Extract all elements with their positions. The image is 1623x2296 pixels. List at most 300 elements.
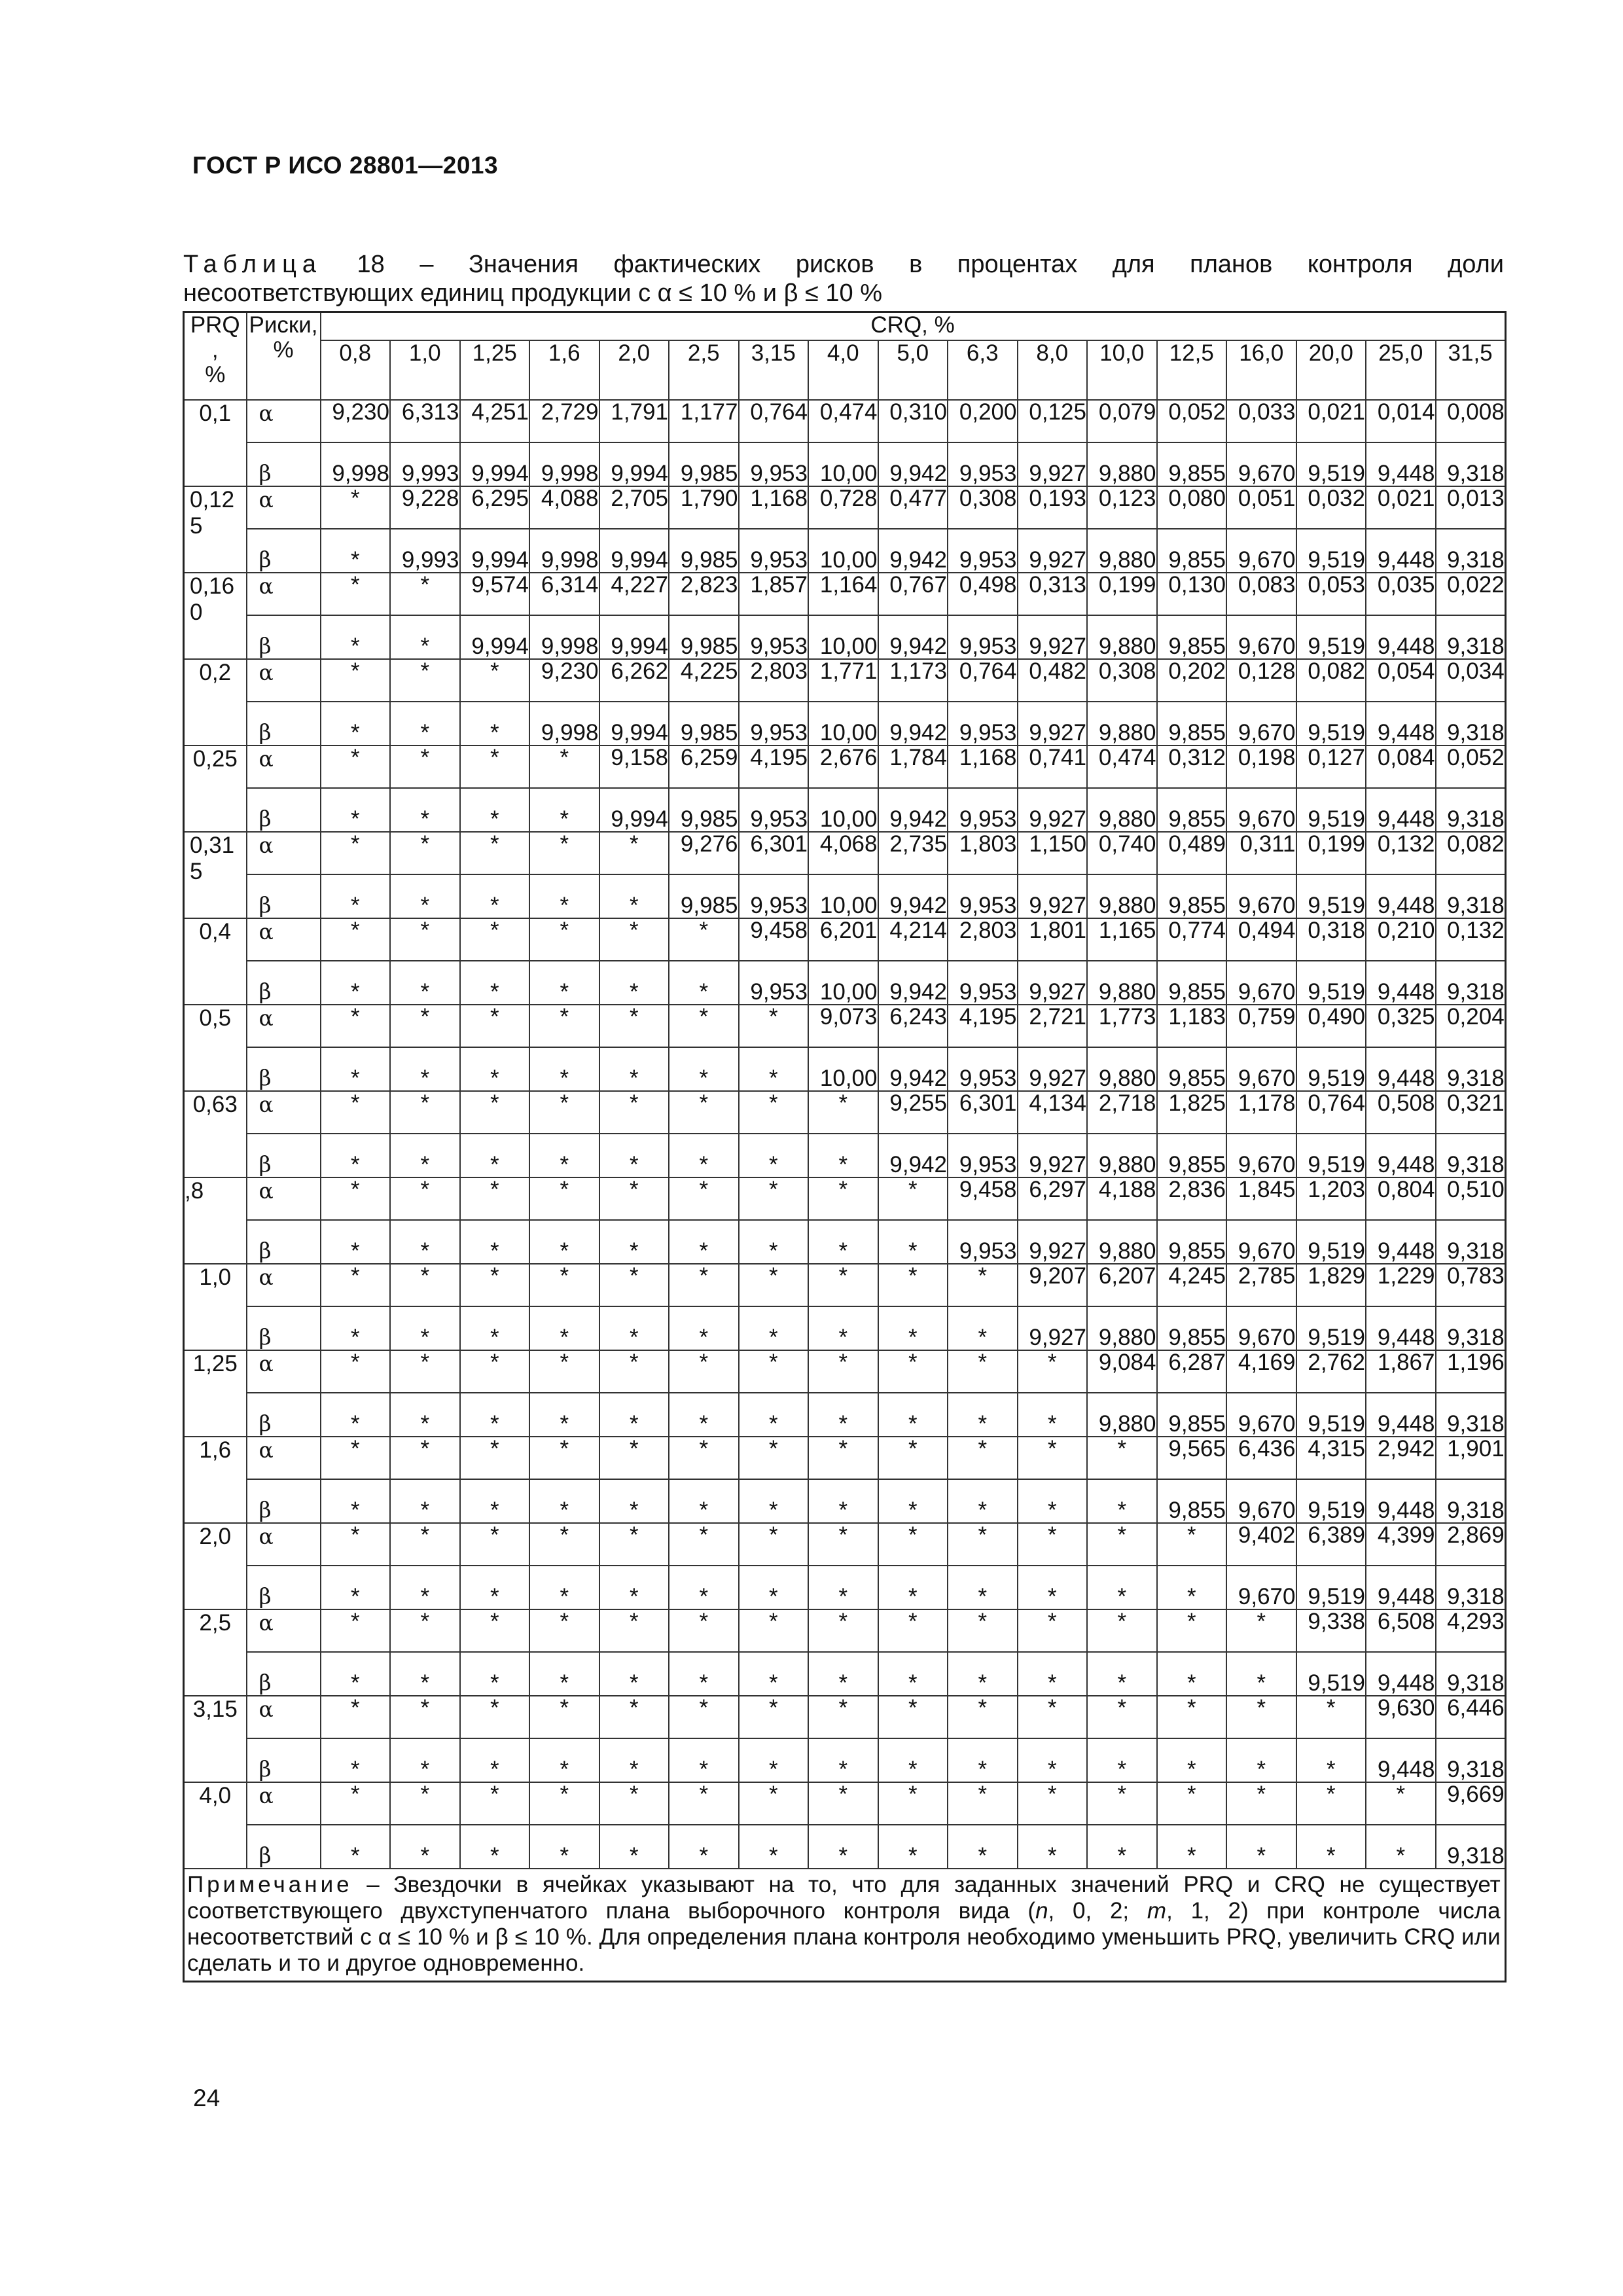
- beta-value-cell: 9,670: [1226, 788, 1296, 832]
- beta-value-cell: 9,953: [948, 442, 1018, 486]
- alpha-star-cell: *: [808, 1091, 878, 1134]
- alpha-label: α: [247, 1523, 321, 1566]
- beta-star-cell: *: [460, 1306, 530, 1350]
- beta-star-cell: *: [739, 1566, 809, 1609]
- beta-star-cell: *: [460, 1479, 530, 1523]
- beta-value-cell: 10,00: [808, 874, 878, 918]
- alpha-value-cell: 0,474: [808, 400, 878, 442]
- alpha-value-cell: 0,083: [1226, 573, 1296, 615]
- beta-star-cell: *: [669, 1738, 739, 1782]
- alpha-star-cell: *: [529, 1523, 599, 1566]
- beta-value-cell: 9,855: [1157, 1220, 1227, 1264]
- document-header: ГОСТ Р ИСО 28801—2013: [192, 152, 499, 179]
- alpha-value-cell: 6,389: [1296, 1523, 1366, 1566]
- beta-value-cell: 9,927: [1018, 1047, 1088, 1091]
- alpha-value-cell: 9,207: [1018, 1264, 1088, 1306]
- alpha-value-cell: 0,764: [1296, 1091, 1366, 1134]
- alpha-value-cell: 2,762: [1296, 1350, 1366, 1393]
- table-row-alpha: [184, 400, 1506, 442]
- beta-value-cell: 9,448: [1366, 1566, 1436, 1609]
- beta-star-cell: *: [948, 1479, 1018, 1523]
- alpha-value-cell: 2,721: [1018, 1005, 1088, 1047]
- alpha-star-cell: *: [460, 745, 530, 788]
- beta-value-cell: 9,448: [1366, 1306, 1436, 1350]
- beta-value-cell: 9,998: [529, 529, 599, 573]
- beta-value-cell: 9,985: [669, 874, 739, 918]
- alpha-value-cell: 9,255: [878, 1091, 948, 1134]
- beta-value-cell: 10,00: [808, 788, 878, 832]
- crq-header: CRQ, %: [321, 312, 1506, 341]
- risk-table-body: [184, 312, 1506, 401]
- alpha-value-cell: 1,771: [808, 659, 878, 702]
- alpha-star-cell: *: [390, 745, 460, 788]
- beta-value-cell: 9,318: [1436, 1220, 1506, 1264]
- prq-value-cell: ,8: [184, 1177, 247, 1264]
- beta-star-cell: *: [808, 1825, 878, 1869]
- alpha-value-cell: 0,130: [1157, 573, 1227, 615]
- beta-star-cell: *: [390, 1047, 460, 1091]
- table-row-beta: [184, 1134, 1506, 1177]
- beta-star-cell: *: [321, 1825, 391, 1869]
- alpha-label: α: [247, 918, 321, 961]
- crq-values-row: [184, 340, 1506, 400]
- beta-star-cell: *: [321, 1134, 391, 1177]
- alpha-value-cell: 0,774: [1157, 918, 1227, 961]
- alpha-star-cell: *: [599, 1609, 669, 1652]
- beta-star-cell: *: [460, 1393, 530, 1437]
- beta-value-cell: 9,953: [739, 788, 809, 832]
- beta-value-cell: 9,519: [1296, 1047, 1366, 1091]
- table-row-alpha: [184, 1696, 1506, 1738]
- alpha-star-cell: *: [321, 1091, 391, 1134]
- table-row-beta: [184, 1306, 1506, 1350]
- beta-value-cell: 9,927: [1018, 874, 1088, 918]
- alpha-star-cell: *: [390, 1609, 460, 1652]
- beta-value-cell: 9,994: [460, 615, 530, 659]
- alpha-value-cell: 0,199: [1087, 573, 1157, 615]
- alpha-value-cell: 6,297: [1018, 1177, 1088, 1220]
- beta-label: β: [247, 529, 321, 573]
- beta-value-cell: 9,855: [1157, 442, 1227, 486]
- alpha-value-cell: 1,165: [1087, 918, 1157, 961]
- alpha-label: α: [247, 1696, 321, 1738]
- beta-value-cell: 9,670: [1226, 1220, 1296, 1264]
- alpha-value-cell: 2,718: [1087, 1091, 1157, 1134]
- alpha-star-cell: *: [808, 1350, 878, 1393]
- beta-value-cell: 9,880: [1087, 1220, 1157, 1264]
- table-row-alpha: [184, 1609, 1506, 1652]
- beta-value-cell: 9,318: [1436, 1738, 1506, 1782]
- alpha-star-cell: *: [460, 1264, 530, 1306]
- alpha-value-cell: 1,203: [1296, 1177, 1366, 1220]
- beta-star-cell: *: [321, 1393, 391, 1437]
- beta-star-cell: *: [808, 1220, 878, 1264]
- alpha-star-cell: *: [460, 1523, 530, 1566]
- beta-star-cell: *: [808, 1393, 878, 1437]
- alpha-value-cell: 0,032: [1296, 486, 1366, 529]
- alpha-value-cell: 1,229: [1366, 1264, 1436, 1306]
- alpha-value-cell: 0,510: [1436, 1177, 1506, 1220]
- prq-value-part: 5: [190, 513, 203, 539]
- beta-value-cell: 9,927: [1018, 961, 1088, 1005]
- beta-label: β: [247, 961, 321, 1005]
- beta-star-cell: *: [529, 1479, 599, 1523]
- beta-value-cell: 9,942: [878, 874, 948, 918]
- beta-value-cell: 9,519: [1296, 788, 1366, 832]
- prq-header-part: ,: [211, 337, 219, 363]
- alpha-value-cell: 0,200: [948, 400, 1018, 442]
- beta-value-cell: 10,00: [808, 615, 878, 659]
- table-row-alpha: [184, 745, 1506, 788]
- beta-value-cell: 9,448: [1366, 442, 1436, 486]
- prq-value-cell: 1,6: [184, 1437, 247, 1523]
- beta-star-cell: *: [599, 1825, 669, 1869]
- beta-value-cell: 9,942: [878, 1134, 948, 1177]
- table-row-beta: [184, 1047, 1506, 1091]
- beta-star-cell: *: [1018, 1738, 1088, 1782]
- alpha-value-cell: 4,399: [1366, 1523, 1436, 1566]
- alpha-label: α: [247, 1350, 321, 1393]
- alpha-star-cell: *: [599, 1350, 669, 1393]
- alpha-value-cell: 0,127: [1296, 745, 1366, 788]
- beta-value-cell: 9,942: [878, 529, 948, 573]
- beta-value-cell: 9,985: [669, 442, 739, 486]
- beta-value-cell: 9,942: [878, 615, 948, 659]
- table-row-alpha: [184, 1177, 1506, 1220]
- beta-value-cell: 9,670: [1226, 1134, 1296, 1177]
- table-row-beta: [184, 442, 1506, 486]
- alpha-star-cell: *: [878, 1350, 948, 1393]
- beta-star-cell: *: [321, 874, 391, 918]
- beta-value-cell: 9,318: [1436, 702, 1506, 745]
- alpha-value-cell: 1,164: [808, 573, 878, 615]
- beta-value-cell: 9,953: [948, 1047, 1018, 1091]
- alpha-value-cell: 4,251: [460, 400, 530, 442]
- beta-star-cell: *: [390, 961, 460, 1005]
- beta-star-cell: *: [390, 1738, 460, 1782]
- alpha-star-cell: *: [529, 1696, 599, 1738]
- beta-star-cell: *: [948, 1306, 1018, 1350]
- alpha-star-cell: *: [878, 1782, 948, 1825]
- beta-value-cell: 9,448: [1366, 874, 1436, 918]
- alpha-star-cell: *: [599, 1437, 669, 1479]
- beta-star-cell: *: [390, 1479, 460, 1523]
- beta-star-cell: *: [529, 1652, 599, 1696]
- beta-star-cell: *: [529, 1825, 599, 1869]
- alpha-value-cell: 2,803: [948, 918, 1018, 961]
- table-row-alpha: [184, 1091, 1506, 1134]
- alpha-value-cell: 9,565: [1157, 1437, 1227, 1479]
- beta-star-cell: *: [529, 1566, 599, 1609]
- note-text-2: , 0, 2;: [1048, 1898, 1147, 1924]
- alpha-star-cell: *: [1018, 1523, 1088, 1566]
- alpha-value-cell: 0,034: [1436, 659, 1506, 702]
- beta-star-cell: *: [390, 1306, 460, 1350]
- beta-star-cell: *: [878, 1566, 948, 1609]
- beta-value-cell: 9,953: [739, 615, 809, 659]
- beta-value-cell: 10,00: [808, 529, 878, 573]
- alpha-value-cell: 0,477: [878, 486, 948, 529]
- beta-value-cell: 10,00: [808, 961, 878, 1005]
- alpha-star-cell: *: [529, 1437, 599, 1479]
- crq-value-header: 0,8: [321, 340, 391, 400]
- alpha-value-cell: 9,402: [1226, 1523, 1296, 1566]
- alpha-star-cell: *: [321, 573, 391, 615]
- beta-star-cell: *: [1226, 1825, 1296, 1869]
- alpha-star-cell: *: [739, 1696, 809, 1738]
- prq-value-cell: 1,0: [184, 1264, 247, 1350]
- beta-star-cell: *: [1087, 1479, 1157, 1523]
- alpha-star-cell: *: [321, 745, 391, 788]
- crq-value-header: 1,6: [529, 340, 599, 400]
- table-row-alpha: [184, 1437, 1506, 1479]
- risk-header: [247, 312, 321, 401]
- beta-star-cell: *: [808, 1738, 878, 1782]
- alpha-star-cell: *: [529, 1782, 599, 1825]
- alpha-star-cell: *: [390, 1696, 460, 1738]
- alpha-value-cell: 0,132: [1436, 918, 1506, 961]
- beta-label: β: [247, 1738, 321, 1782]
- alpha-value-cell: 0,474: [1087, 745, 1157, 788]
- prq-value-cell: [184, 573, 247, 659]
- alpha-value-cell: 4,169: [1226, 1350, 1296, 1393]
- alpha-star-cell: *: [321, 1005, 391, 1047]
- alpha-star-cell: *: [669, 1350, 739, 1393]
- alpha-value-cell: 4,088: [529, 486, 599, 529]
- table-row-beta: [184, 961, 1506, 1005]
- alpha-star-cell: *: [599, 832, 669, 874]
- alpha-value-cell: 9,158: [599, 745, 669, 788]
- alpha-value-cell: 1,857: [739, 573, 809, 615]
- alpha-star-cell: *: [739, 1264, 809, 1306]
- beta-star-cell: *: [1018, 1825, 1088, 1869]
- beta-value-cell: 9,880: [1087, 1393, 1157, 1437]
- alpha-value-cell: 0,021: [1366, 486, 1436, 529]
- prq-value-cell: 2,0: [184, 1523, 247, 1609]
- beta-value-cell: 9,318: [1436, 1825, 1506, 1869]
- table-row-beta: [184, 1825, 1506, 1869]
- alpha-star-cell: *: [599, 1264, 669, 1306]
- alpha-value-cell: 1,168: [948, 745, 1018, 788]
- alpha-value-cell: 6,259: [669, 745, 739, 788]
- alpha-star-cell: *: [739, 1177, 809, 1220]
- beta-star-cell: *: [599, 1479, 669, 1523]
- beta-value-cell: 9,993: [390, 529, 460, 573]
- crq-value-header: 20,0: [1296, 340, 1366, 400]
- alpha-star-cell: *: [390, 1264, 460, 1306]
- alpha-star-cell: *: [669, 1523, 739, 1566]
- beta-star-cell: *: [390, 1393, 460, 1437]
- prq-value-part: 5: [190, 859, 203, 884]
- alpha-star-cell: *: [390, 832, 460, 874]
- beta-star-cell: *: [321, 1220, 391, 1264]
- alpha-star-cell: *: [599, 1782, 669, 1825]
- alpha-star-cell: *: [878, 1264, 948, 1306]
- beta-value-cell: 9,953: [948, 788, 1018, 832]
- alpha-value-cell: 4,293: [1436, 1609, 1506, 1652]
- beta-star-cell: *: [808, 1652, 878, 1696]
- beta-value-cell: 9,519: [1296, 1220, 1366, 1264]
- prq-header-part: PRQ: [190, 312, 240, 338]
- beta-star-cell: *: [808, 1306, 878, 1350]
- beta-label: β: [247, 1306, 321, 1350]
- alpha-value-cell: 1,178: [1226, 1091, 1296, 1134]
- alpha-star-cell: *: [390, 1782, 460, 1825]
- table-note: [184, 1869, 1506, 1982]
- beta-star-cell: *: [460, 1825, 530, 1869]
- beta-star-cell: *: [669, 1393, 739, 1437]
- beta-value-cell: 9,318: [1436, 1306, 1506, 1350]
- alpha-star-cell: *: [948, 1523, 1018, 1566]
- prq-value-cell: 0,25: [184, 745, 247, 832]
- beta-star-cell: *: [390, 702, 460, 745]
- beta-star-cell: *: [321, 961, 391, 1005]
- beta-value-cell: 9,953: [948, 529, 1018, 573]
- beta-star-cell: *: [390, 1825, 460, 1869]
- table-row-beta: [184, 1393, 1506, 1437]
- alpha-star-cell: *: [669, 1091, 739, 1134]
- alpha-star-cell: *: [669, 1177, 739, 1220]
- alpha-value-cell: 1,901: [1436, 1437, 1506, 1479]
- beta-value-cell: 9,519: [1296, 1306, 1366, 1350]
- alpha-value-cell: 0,013: [1436, 486, 1506, 529]
- beta-star-cell: *: [878, 1393, 948, 1437]
- beta-value-cell: 9,318: [1436, 615, 1506, 659]
- beta-value-cell: 9,318: [1436, 529, 1506, 573]
- alpha-label: α: [247, 1609, 321, 1652]
- beta-star-cell: *: [529, 1047, 599, 1091]
- alpha-value-cell: 0,079: [1087, 400, 1157, 442]
- prq-value-cell: 0,4: [184, 918, 247, 1005]
- alpha-star-cell: *: [1226, 1696, 1296, 1738]
- beta-star-cell: *: [739, 1738, 809, 1782]
- alpha-star-cell: *: [808, 1523, 878, 1566]
- alpha-value-cell: 9,228: [390, 486, 460, 529]
- beta-star-cell: *: [1087, 1825, 1157, 1869]
- beta-value-cell: 9,880: [1087, 1134, 1157, 1177]
- table-caption: [183, 250, 1504, 308]
- alpha-value-cell: 0,125: [1018, 400, 1088, 442]
- alpha-value-cell: 2,823: [669, 573, 739, 615]
- alpha-value-cell: 0,051: [1226, 486, 1296, 529]
- alpha-value-cell: 4,134: [1018, 1091, 1088, 1134]
- beta-value-cell: 9,519: [1296, 702, 1366, 745]
- alpha-value-cell: 4,227: [599, 573, 669, 615]
- alpha-star-cell: *: [669, 1264, 739, 1306]
- beta-star-cell: *: [529, 1738, 599, 1782]
- alpha-star-cell: *: [460, 832, 530, 874]
- beta-star-cell: *: [739, 1825, 809, 1869]
- table-row-alpha: [184, 832, 1506, 874]
- alpha-value-cell: 4,195: [739, 745, 809, 788]
- alpha-star-cell: *: [529, 832, 599, 874]
- beta-value-cell: 10,00: [808, 1047, 878, 1091]
- beta-value-cell: 9,985: [669, 788, 739, 832]
- alpha-value-cell: 0,082: [1296, 659, 1366, 702]
- beta-value-cell: 9,927: [1018, 1220, 1088, 1264]
- crq-value-header: 1,25: [460, 340, 530, 400]
- table-row-alpha: [184, 659, 1506, 702]
- alpha-value-cell: 9,338: [1296, 1609, 1366, 1652]
- alpha-star-cell: *: [460, 1437, 530, 1479]
- alpha-value-cell: 9,630: [1366, 1696, 1436, 1738]
- alpha-value-cell: 9,458: [739, 918, 809, 961]
- crq-value-header: 25,0: [1366, 340, 1436, 400]
- table-row-alpha: [184, 1782, 1506, 1825]
- beta-star-cell: *: [599, 1220, 669, 1264]
- risk-header-part: %: [273, 337, 294, 363]
- alpha-star-cell: *: [321, 918, 391, 961]
- beta-star-cell: *: [529, 1306, 599, 1350]
- alpha-star-cell: *: [669, 1782, 739, 1825]
- alpha-value-cell: 4,245: [1157, 1264, 1227, 1306]
- beta-value-cell: 9,953: [739, 442, 809, 486]
- crq-value-header: 10,0: [1087, 340, 1157, 400]
- beta-value-cell: 9,953: [948, 702, 1018, 745]
- beta-value-cell: 9,855: [1157, 1479, 1227, 1523]
- alpha-value-cell: 9,669: [1436, 1782, 1506, 1825]
- alpha-value-cell: 6,446: [1436, 1696, 1506, 1738]
- alpha-label: α: [247, 1005, 321, 1047]
- beta-star-cell: *: [669, 1306, 739, 1350]
- alpha-value-cell: 0,741: [1018, 745, 1088, 788]
- beta-star-cell: *: [599, 1393, 669, 1437]
- alpha-value-cell: 0,054: [1366, 659, 1436, 702]
- beta-label: β: [247, 874, 321, 918]
- alpha-star-cell: *: [948, 1437, 1018, 1479]
- beta-star-cell: *: [1226, 1738, 1296, 1782]
- alpha-value-cell: 0,321: [1436, 1091, 1506, 1134]
- beta-value-cell: 9,318: [1436, 1134, 1506, 1177]
- alpha-star-cell: *: [948, 1782, 1018, 1825]
- table-row-alpha: [184, 1350, 1506, 1393]
- alpha-star-cell: *: [529, 1350, 599, 1393]
- caption-label: Таблица: [183, 251, 322, 278]
- beta-value-cell: 9,448: [1366, 788, 1436, 832]
- alpha-star-cell: *: [878, 1437, 948, 1479]
- beta-star-cell: *: [321, 529, 391, 573]
- alpha-value-cell: 9,458: [948, 1177, 1018, 1220]
- alpha-value-cell: 6,287: [1157, 1350, 1227, 1393]
- alpha-value-cell: 0,313: [1018, 573, 1088, 615]
- alpha-value-cell: 0,318: [1296, 918, 1366, 961]
- alpha-value-cell: 0,767: [878, 573, 948, 615]
- beta-star-cell: *: [460, 1047, 530, 1091]
- alpha-star-cell: *: [599, 1177, 669, 1220]
- alpha-star-cell: *: [321, 1437, 391, 1479]
- beta-star-cell: *: [321, 1566, 391, 1609]
- alpha-value-cell: 6,201: [808, 918, 878, 961]
- note-text-1: – Звездочки в ячейках указывают на то, что для заданных значений PRQ и CRQ не существует соответствующего двухступенчатого плана выборочного контроля вида (: [187, 1872, 1501, 1924]
- beta-star-cell: *: [669, 1220, 739, 1264]
- beta-value-cell: 9,318: [1436, 961, 1506, 1005]
- beta-value-cell: 9,448: [1366, 1134, 1436, 1177]
- alpha-label: α: [247, 832, 321, 874]
- beta-star-cell: *: [808, 1566, 878, 1609]
- beta-value-cell: 9,880: [1087, 442, 1157, 486]
- alpha-star-cell: *: [1157, 1696, 1227, 1738]
- beta-value-cell: 9,998: [529, 442, 599, 486]
- alpha-star-cell: *: [321, 486, 391, 529]
- table-row-alpha: [184, 573, 1506, 615]
- beta-value-cell: 9,927: [1018, 529, 1088, 573]
- alpha-value-cell: 0,508: [1366, 1091, 1436, 1134]
- alpha-star-cell: *: [529, 1091, 599, 1134]
- alpha-star-cell: *: [808, 1782, 878, 1825]
- alpha-star-cell: *: [390, 1437, 460, 1479]
- beta-star-cell: *: [529, 1134, 599, 1177]
- beta-star-cell: *: [599, 1738, 669, 1782]
